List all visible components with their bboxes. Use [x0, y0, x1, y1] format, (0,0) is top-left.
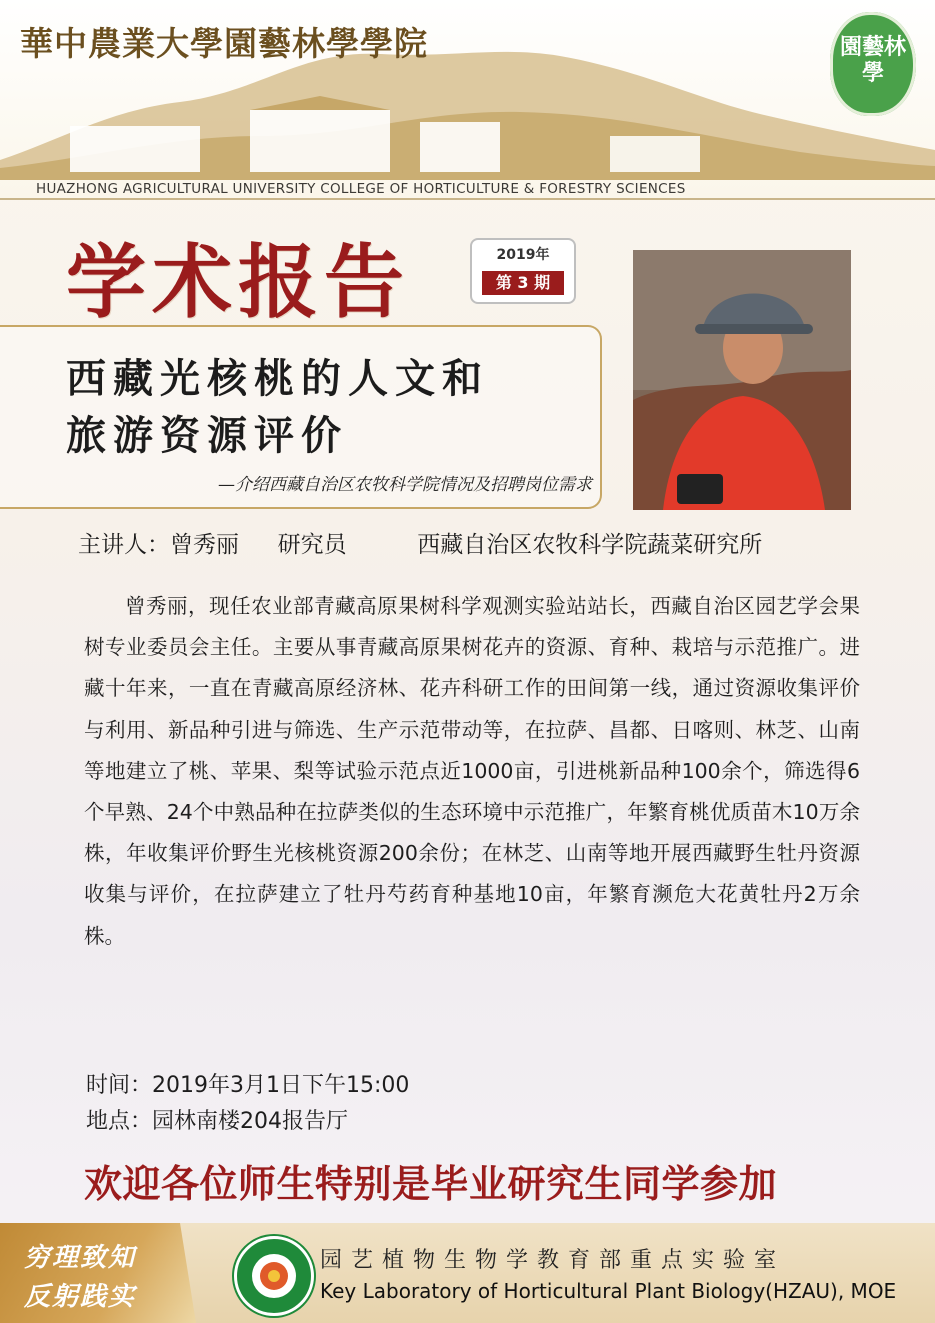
speaker-photo	[633, 250, 851, 510]
lab-name-cn: 园艺植物生物学教育部重点实验室	[320, 1248, 786, 1273]
topic-title-line1: 西藏光核桃的人文和	[66, 355, 489, 402]
university-name-en: HUAZHONG AGRICULTURAL UNIVERSITY COLLEGE OF HORTICULTURE & FORESTRY SCIENCES	[36, 181, 686, 197]
issue-year: 2019年	[496, 247, 550, 263]
event-place: 地点：园林南楼204报告厅	[86, 1109, 348, 1134]
motto-line2: 反躬践实	[24, 1282, 137, 1312]
lab-seal-icon	[234, 1236, 314, 1316]
report-title: 学术报告	[66, 235, 410, 329]
speaker-bio: 曾秀丽，现任农业部青藏高原果树科学观测实验站站长，西藏自治区园艺学会果树专业委员会主任。主要从事青藏高原果树花卉的资源、育种、栽培与示范推广。进藏十年来，一直在青藏高原经济林、花卉科研工作的田间第一线，通过资源收集评价与利用、新品种引进与筛选、生产示范带动等，在拉萨、昌都、日喀则、林芝、山南等地建立了桃、苹果、梨等试验示范点近1000亩，引进桃新品种100余个，筛选得6个早熟、24个中熟品种在拉萨类似的生态环境中示范推广，年繁育桃优质苗木10万余株，年收集评价野生光核桃资源200余份；在林芝、山南等地开展西藏野生牡丹资源收集与评价，在拉萨建立了牡丹芍药育种基地10亩，年繁育濒危大花黄牡丹2万余株。	[84, 594, 860, 948]
speaker-name: 主讲人：曾秀丽	[78, 532, 239, 558]
issue-badge	[470, 238, 576, 304]
topic-title-line2: 旅游资源评价	[66, 412, 348, 459]
speaker-title: 研究员	[277, 532, 347, 558]
speaker-portrait-illustration	[633, 250, 851, 510]
lab-name-en: Key Laboratory of Horticultural Plant Biology(HZAU), MOE	[320, 1279, 897, 1303]
header-divider	[0, 198, 935, 200]
speaker-affiliation: 西藏自治区农牧科学院蔬菜研究所	[417, 532, 763, 558]
college-logo-text: 園藝林學	[839, 34, 906, 86]
event-time: 时间：2019年3月1日下午15:00	[86, 1073, 410, 1098]
issue-number: 第 3 期	[482, 271, 564, 295]
motto-line1: 穷理致知	[24, 1243, 137, 1273]
college-logo	[830, 12, 916, 116]
header-banner	[0, 0, 935, 200]
speaker-info	[78, 526, 878, 559]
welcome-message: 欢迎各位师生特别是毕业研究生同学参加	[84, 1162, 778, 1206]
university-name-cn: 華中農業大學園藝林學學院	[20, 24, 428, 63]
topic-subtitle: —介绍西藏自治区农牧科学院情况及招聘岗位需求	[218, 475, 592, 495]
